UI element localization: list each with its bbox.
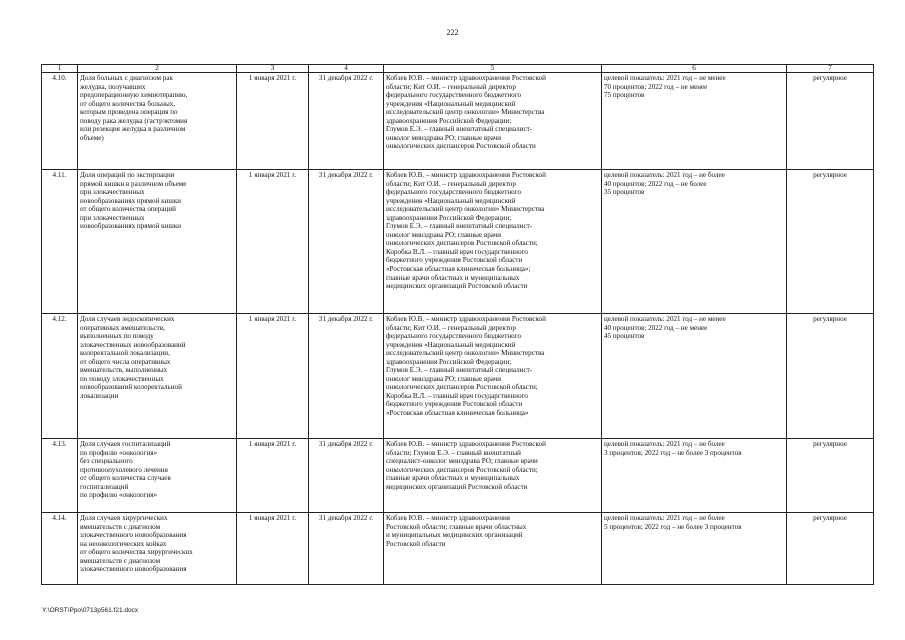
end-date: 31 декабря 2022 г. (309, 439, 384, 513)
indicator-text: Доля больных с диагнозом рак желудка, получавших предоперационную химиотерапию, от общего количества больных, которым проведена операция по поводу рака желудка (гастрэктомия или резекция желудка в различном объеме) (78, 73, 237, 170)
start-date: 1 января 2021 г. (237, 513, 309, 585)
periodicity-text: регулярное (787, 314, 874, 439)
column-header: 2 (78, 65, 237, 73)
row-number: 4.12. (42, 314, 78, 439)
row-number: 4.13. (42, 439, 78, 513)
target-text: целевой показатель: 2021 год – не более 40 процентов; 2022 год – не более 35 процентов (602, 170, 787, 314)
table-row (42, 73, 874, 170)
target-text: целевой показатель: 2021 год – не более 5 процентов; 2022 год – не более 3 процентов (602, 513, 787, 585)
responsible-text: Кобзев Ю.В. – министр здравоохранения Ростовской области; Кит О.И. – генеральный директор федерального государственного бюджетного учреждения «Национальный медицинский исследовательский центр онкологии» Министерства здравоохранения Российской Федерации; Глумов Е.Э. – главный внештатный специалист- онколог минздрава РО; главные врачи онкологических диспансеров Ростовской области; Коробка В.Л. – главный врач государственного бюджетного учреждения Ростовской области «Ростовская областная клиническая больница»; главные врачи областных и муниципальных медицинских организаций Ростовской области (384, 170, 602, 314)
responsible-text: Кобзев Ю.В. – министр здравоохранения Ростовской области; главные врачи областных и муниципальных медицинских организаций Ростовской области (384, 513, 602, 585)
periodicity-text: регулярное (787, 73, 874, 170)
end-date: 31 декабря 2022 г. (309, 513, 384, 585)
row-number: 4.10. (42, 73, 78, 170)
column-header: 4 (309, 65, 384, 73)
row-number: 4.11. (42, 170, 78, 314)
responsible-text: Кобзев Ю.В. – министр здравоохранения Ростовской области; Кит О.И. – генеральный директор федерального государственного бюджетного учреждения «Национальный медицинский исследовательский центр онкологии» Министерства здравоохранения Российской Федерации; Глумов Е.Э. – главный внештатный специалист- онколог минздрава РО; главные врачи онкологических диспансеров Ростовской области; Коробка В.Л. – главный врач государственного бюджетного учреждения Ростовской области «Ростовская областная клиническая больница» (384, 314, 602, 439)
column-header: 3 (237, 65, 309, 73)
periodicity-text: регулярное (787, 170, 874, 314)
column-header: 7 (787, 65, 874, 73)
responsible-text: Кобзев Ю.В. – министр здравоохранения Ростовской области; Кит О.И. – генеральный директор федерального государственного бюджетного учреждения «Национальный медицинский исследовательский центр онкологии» Министерства здравоохранения Российской Федерации; Глумов Е.Э. – главный внештатный специалист- онколог минздрава РО; главные врачи онкологических диспансеров Ростовской области (384, 73, 602, 170)
table-row (42, 170, 874, 314)
indicator-text: Доля случаев эндоскопических оперативных вмешательств, выполненных по поводу злокачественных новообразований колоректальной локализации, от общего числа оперативных вмешательств, выполненных по поводу злокачественных новообразований колоректальной локализации (78, 314, 237, 439)
end-date: 31 декабря 2022 г. (309, 314, 384, 439)
start-date: 1 января 2021 г. (237, 73, 309, 170)
target-text: целевой показатель: 2021 год – не менее 40 процентов; 2022 год – не менее 45 процентов (602, 314, 787, 439)
table-header-row (42, 65, 874, 73)
indicator-text: Доля операций по экстирпации прямой кишки в различном объеме при злокачественных новообразованиях прямой кишки от общего количества операций при злокачественных новообразованиях прямой кишки (78, 170, 237, 314)
periodicity-text: регулярное (787, 513, 874, 585)
target-text: целевой показатель: 2021 год – не более 3 процентов; 2022 год – не более 3 процентов (602, 439, 787, 513)
target-text: целевой показатель: 2021 год – не менее 70 процентов; 2022 год – не менее 75 процентов (602, 73, 787, 170)
table-row (42, 439, 874, 513)
end-date: 31 декабря 2022 г. (309, 170, 384, 314)
periodicity-text: регулярное (787, 439, 874, 513)
row-number: 4.14. (42, 513, 78, 585)
start-date: 1 января 2021 г. (237, 170, 309, 314)
end-date: 31 декабря 2022 г. (309, 73, 384, 170)
indicator-text: Доля случаев госпитализаций по профилю «онкология» без специального противоопухолевого лечения от общего количества случаев госпитализаций по профилю «онкология» (78, 439, 237, 513)
column-header: 1 (42, 65, 78, 73)
responsible-text: Кобзев Ю.В. – министр здравоохранения Ростовской области; Глумов Е.Э. – главный внештатный специалист-онколог минздрава РО; главные врачи онкологических диспансеров Ростовской области; главные врачи областных и муниципальных медицинских организаций Ростовской области (384, 439, 602, 513)
indicator-text: Доля случаев хирургических вмешательств с диагнозом злокачественного новообразования на неонкологических койках от общего количества хирургических вмешательств с диагнозом злокачественного новообразования (78, 513, 237, 585)
table-row (42, 513, 874, 585)
table-row (42, 314, 874, 439)
start-date: 1 января 2021 г. (237, 439, 309, 513)
start-date: 1 января 2021 г. (237, 314, 309, 439)
footer-file-path: Y:\ORST\Ppo\0713p561.f21.docx (42, 607, 139, 614)
column-header: 5 (384, 65, 602, 73)
column-header: 6 (602, 65, 787, 73)
page-number: 222 (446, 28, 459, 37)
plan-table (41, 64, 874, 585)
